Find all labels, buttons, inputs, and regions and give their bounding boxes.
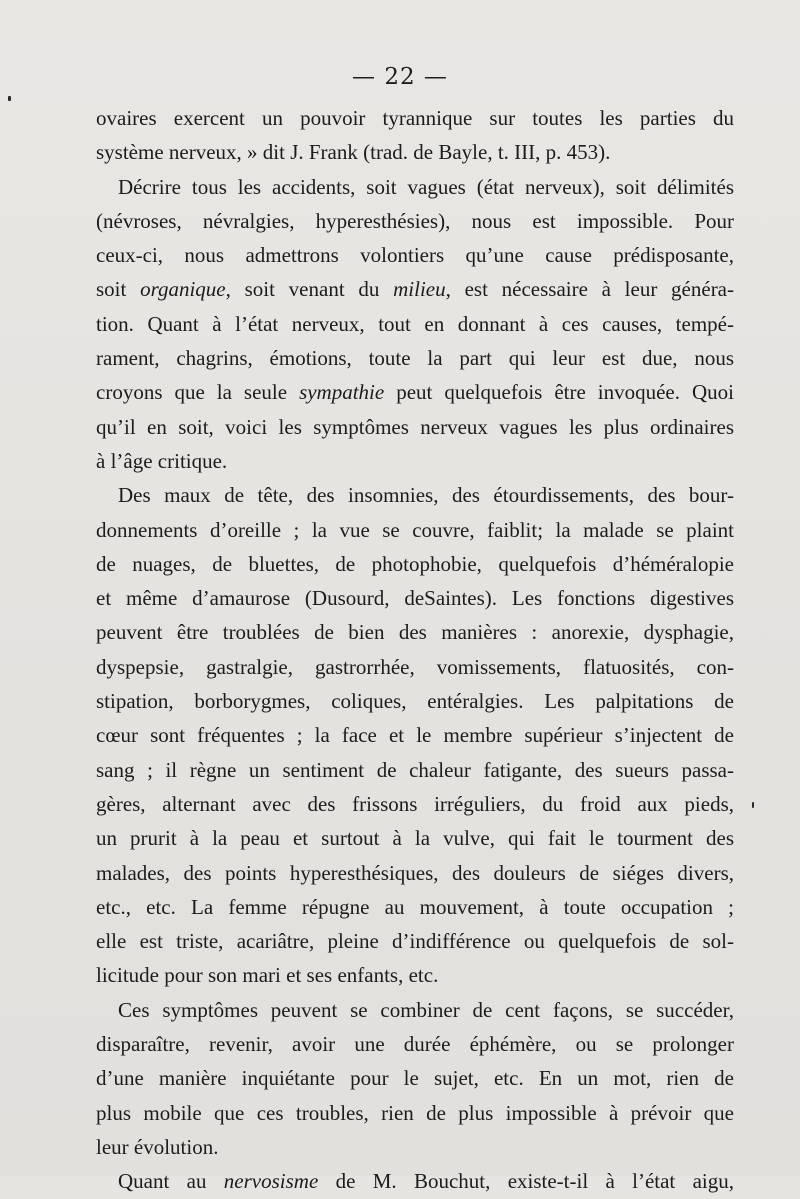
text-run: croyons que la seule [96,380,300,405]
text-run: d’une manière inquiétante pour le sujet, etc. En un mot, rien de [96,1066,734,1091]
text-line [96,684,734,718]
text-line [96,444,734,478]
text-run: donnements d’oreille ; la vue se couvre, faiblit; la malade se plaint [96,517,734,542]
text-run: Décrire tous les accidents, soit vagues (état nerveux), soit délimités [118,174,734,199]
text-line [96,1164,734,1198]
text-line [96,272,734,306]
text-line [96,410,734,444]
text-run: leur évolution. [96,1134,219,1159]
text-run: elle est triste, acariâtre, pleine d’indifférence ou quelquefois de sol- [96,929,734,954]
text-run: un prurit à la peau et surtout à la vulve, qui fait le tourment des [96,826,734,851]
text-line [96,375,734,409]
text-run: etc., etc. La femme répugne au mouvement, à toute occupation ; [96,894,734,919]
text-run: plus mobile que ces troubles, rien de plus impossible à prévoir que [96,1100,734,1125]
text-run: de nuages, de bluettes, de photophobie, quelquefois d’héméralopie [96,551,734,576]
text-line [96,547,734,581]
text-line [96,650,734,684]
text-run: soit [96,277,141,302]
text-line [96,821,734,855]
text-line [96,478,734,512]
text-run: (névroses, névralgies, hyperesthésies), nous est impossible. Pour [96,208,734,233]
print-speck [8,96,11,101]
text-run: disparaître, revenir, avoir une durée éphémère, ou se prolonger [96,1032,734,1057]
print-speck [752,802,754,808]
italic-term: milieu [393,277,446,302]
italic-term: sympathie [299,380,385,405]
text-run: qu’il en soit, voici les symptômes nerveux vagues les plus ordinaires [96,414,734,439]
text-line [96,1130,734,1164]
text-line [96,135,734,169]
body-text [96,101,734,1199]
text-line [96,1061,734,1095]
text-line [96,101,734,135]
text-run: de M. Bouchut, existe-t-il à l’état aigu, [318,1169,734,1194]
text-run: ceux-ci, nous admettrons volontiers qu’une cause prédisposante, [96,243,734,268]
text-run: sang ; il règne un sentiment de chaleur fatigante, des sueurs passa- [96,757,734,782]
italic-term: nervosisme [223,1169,319,1194]
text-line [96,1027,734,1061]
text-run: cœur sont fréquentes ; la face et le membre supérieur s’injectent de [96,723,734,748]
text-run: peut quelquefois être invoquée. Quoi [384,380,734,405]
text-run: dyspepsie, gastralgie, gastrorrhée, vomissements, flatuosités, con- [96,654,734,679]
text-line [96,1096,734,1130]
page-number: — 22 — [352,64,448,90]
text-line [96,341,734,375]
text-line [96,958,734,992]
text-run: stipation, borborygmes, coliques, entéralgies. Les palpitations de [96,689,734,714]
text-run: peuvent être troublées de bien des manières : anorexie, dysphagie, [96,620,734,645]
text-line [96,718,734,752]
text-run: rament, chagrins, émotions, toute la part qui leur est due, nous [96,346,734,371]
italic-term: organique [140,277,226,302]
text-run: ovaires exercent un pouvoir tyrannique sur toutes les parties du [96,106,734,130]
text-line [96,238,734,272]
text-run: licitude pour son mari et ses enfants, etc. [96,963,439,988]
text-run: système nerveux, » dit J. Frank (trad. de Bayle, t. III, p. 453). [96,140,611,165]
text-run: gères, alternant avec des frissons irréguliers, du froid aux pieds, [96,791,734,816]
text-line [96,753,734,787]
text-run: Quant au [118,1169,224,1194]
text-line [96,856,734,890]
text-run: tion. Quant à l’état nerveux, tout en donnant à ces causes, tempé- [96,311,734,336]
text-line [96,204,734,238]
text-run: à l’âge critique. [96,448,228,473]
text-line [96,615,734,649]
text-line [96,307,734,341]
text-run: , soit venant du [225,277,394,302]
text-run: Ces symptômes peuvent se combiner de cent façons, se succéder, [118,997,734,1022]
text-line [96,924,734,958]
text-line [96,513,734,547]
text-line [96,581,734,615]
text-line [96,993,734,1027]
text-line [96,890,734,924]
text-run: et même d’amaurose (Dusourd, deSaintes). Les fonctions digestives [96,586,734,611]
text-line [96,787,734,821]
text-run: Des maux de tête, des insomnies, des étourdissements, des bour- [118,483,734,508]
text-run: , est nécessaire à leur généra- [445,277,734,302]
text-line [96,170,734,204]
text-run: malades, des points hyperesthésiques, des douleurs de siéges divers, [96,860,734,885]
